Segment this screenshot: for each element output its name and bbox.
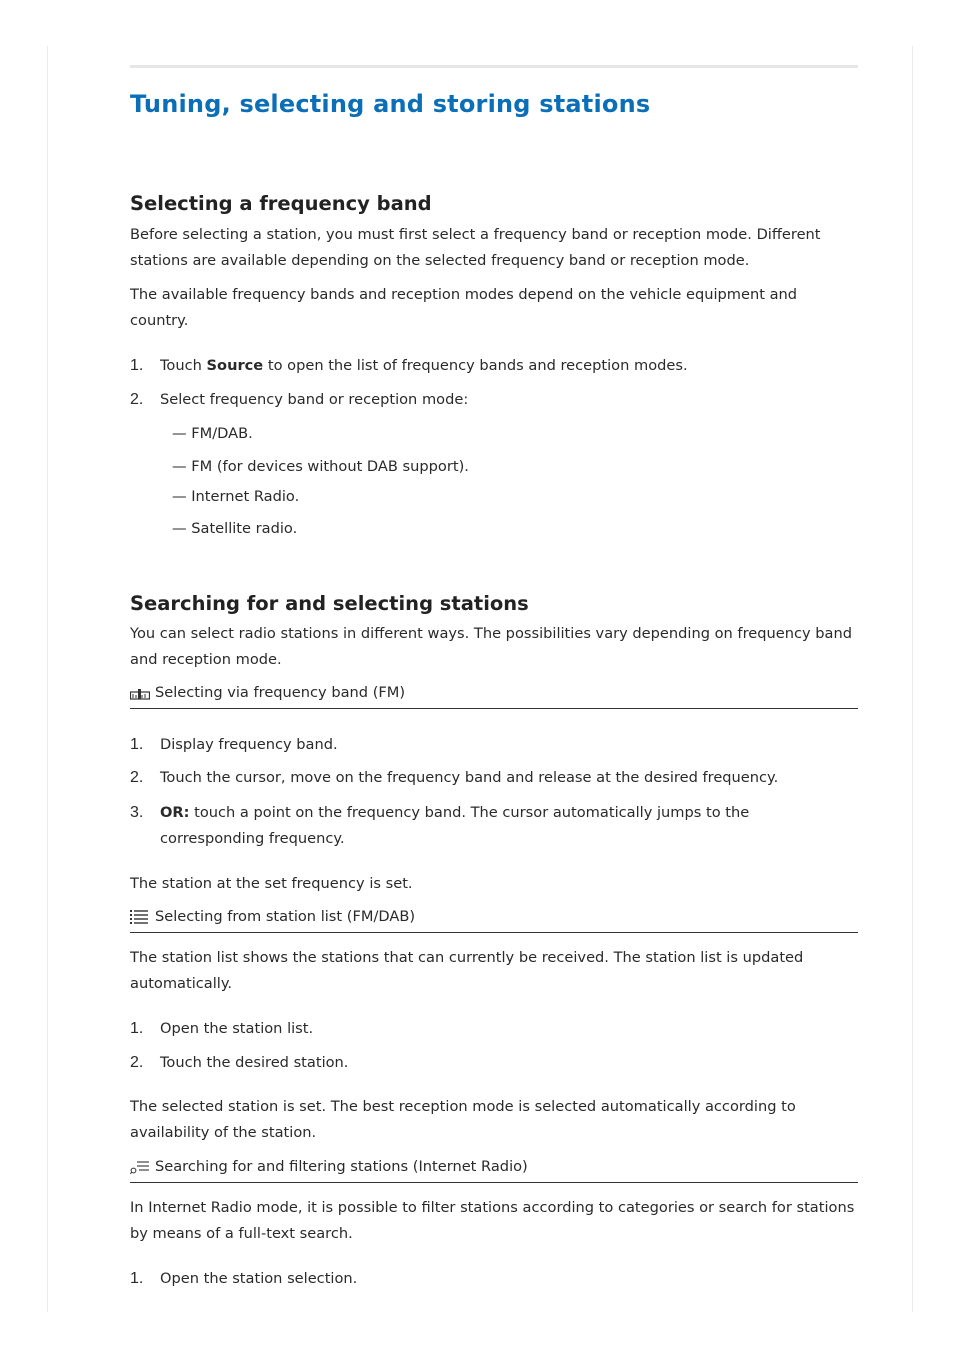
paragraph: The station list shows the stations that can currently be received. The station list is updated automatically. xyxy=(130,949,804,992)
paragraph: The selected station is set. The best reception mode is selected automatically according to availability of the station. xyxy=(130,1098,796,1141)
step-text: Touch the cursor, move on the frequency band and release at the desired frequency. xyxy=(160,769,779,786)
subsection-label: Searching for and filtering stations (Internet Radio) xyxy=(155,1158,528,1175)
list-icon xyxy=(130,909,150,925)
step-text: Open the station list. xyxy=(160,1020,314,1037)
step-number: 1. xyxy=(130,1020,144,1037)
option-item: — FM (for devices without DAB support). xyxy=(172,458,469,475)
paragraph: In Internet Radio mode, it is possible to filter stations according to categories or search for stations by means of a full-text search. xyxy=(130,1199,855,1242)
step-number: 2. xyxy=(130,769,144,786)
header-rule xyxy=(130,65,858,68)
subsection-label: Selecting from station list (FM/DAB) xyxy=(155,908,416,925)
subsection-label: Selecting via frequency band (FM) xyxy=(155,684,406,701)
step-number: 1. xyxy=(130,357,144,374)
step-text: to open the list of frequency bands and reception modes. xyxy=(263,357,688,374)
paragraph: The available frequency bands and reception modes depend on the vehicle equipment and country. xyxy=(130,286,798,329)
search-filter-icon xyxy=(130,1159,150,1175)
paragraph: You can select radio stations in different ways. The possibilities vary depending on frequency band and reception mode. xyxy=(130,625,852,668)
option-item: — Internet Radio. xyxy=(172,488,300,505)
paragraph: Before selecting a station, you must first select a frequency band or reception mode. Different stations are available depending on the selected frequency band or reception mode. xyxy=(130,226,821,269)
step-text: Open the station selection. xyxy=(160,1270,358,1287)
or-label: OR: xyxy=(160,804,190,821)
option-item: — Satellite radio. xyxy=(172,520,298,537)
step-text: Select frequency band or reception mode: xyxy=(160,391,469,408)
step-text: Touch xyxy=(160,357,207,374)
step-number: 1. xyxy=(130,1270,144,1287)
source-label: Source xyxy=(206,357,264,374)
subsection-header-frequency-band xyxy=(130,682,858,709)
section-heading-searching-stations: Searching for and selecting stations xyxy=(130,592,529,615)
page-border-left xyxy=(47,46,48,1312)
step-number: 2. xyxy=(130,1054,144,1071)
subsection-header-station-list xyxy=(130,906,858,933)
section-heading-frequency-band: Selecting a frequency band xyxy=(130,192,432,215)
option-item: — FM/DAB. xyxy=(172,425,253,442)
paragraph: The station at the set frequency is set. xyxy=(130,875,413,892)
step-text: Display frequency band. xyxy=(160,736,338,753)
step-number: 3. xyxy=(130,804,144,821)
step-text: Touch the desired station. xyxy=(160,1054,349,1071)
step-text: touch a point on the frequency band. The cursor automatically jumps to the corresponding frequency. xyxy=(160,804,750,847)
frequency-band-icon xyxy=(130,685,150,701)
step-number: 1. xyxy=(130,736,144,753)
subsection-header-internet-radio xyxy=(130,1156,858,1183)
page-border-right xyxy=(912,46,913,1312)
page-title: Tuning, selecting and storing stations xyxy=(130,90,651,118)
step-number: 2. xyxy=(130,391,144,408)
